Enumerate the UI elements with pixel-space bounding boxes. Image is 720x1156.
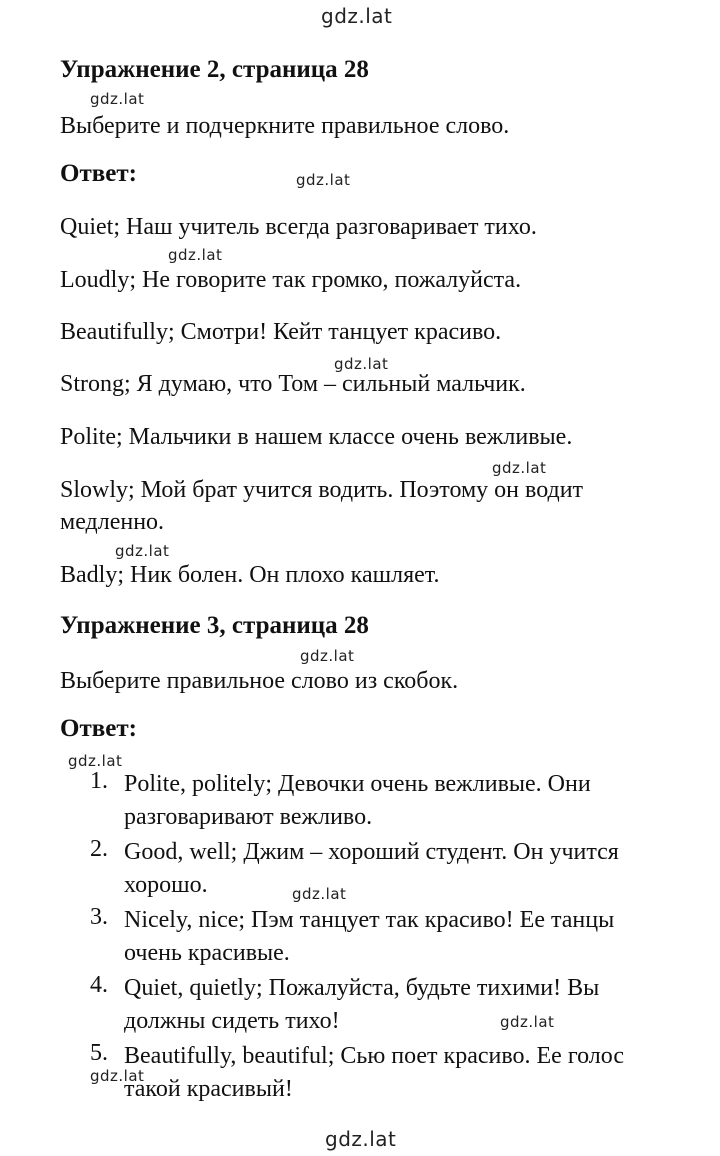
watermark: gdz.lat — [68, 752, 123, 770]
list-item — [124, 904, 684, 970]
exercise-3-task: Выберите правильное слово из скобок. — [60, 668, 459, 694]
watermark-bottom: gdz.lat — [325, 1127, 397, 1151]
list-item-line: хорошо. — [124, 872, 208, 898]
list-item-number: 3. — [90, 904, 108, 930]
list-item — [124, 836, 684, 902]
list-item-line: такой красивый! — [124, 1076, 293, 1102]
list-item-line: разговаривают вежливо. — [124, 804, 373, 830]
list-item-line: Good, well; Джим – хороший студент. Он учится — [124, 839, 619, 865]
list-item-line: очень красивые. — [124, 940, 290, 966]
list-item — [124, 768, 684, 834]
watermark: gdz.lat — [90, 1067, 145, 1085]
watermark: gdz.lat — [292, 885, 347, 903]
watermark: gdz.lat — [168, 246, 223, 264]
list-item-number: 4. — [90, 972, 108, 998]
list-item-line: Quiet, quietly; Пожалуйста, будьте тихими! Вы — [124, 975, 600, 1001]
watermark: gdz.lat — [492, 459, 547, 477]
exercise-2-title: Упражнение 2, страница 28 — [60, 56, 369, 83]
answer-line: медленно. — [60, 509, 165, 535]
list-item — [124, 1040, 684, 1106]
list-item-line: Beautifully, beautiful; Сью поет красиво. Ее голос — [124, 1043, 624, 1069]
watermark-top: gdz.lat — [321, 4, 393, 28]
watermark: gdz.lat — [296, 171, 351, 189]
list-item-line: Nicely, nice; Пэм танцует так красиво! Ее танцы — [124, 907, 615, 933]
answer-line: Badly; Ник болен. Он плохо кашляет. — [60, 562, 440, 588]
list-item-line: должны сидеть тихо! — [124, 1008, 340, 1034]
answer-line: Polite; Мальчики в нашем классе очень вежливые. — [60, 424, 573, 450]
watermark: gdz.lat — [500, 1013, 555, 1031]
exercise-3-answer-label: Ответ: — [60, 715, 137, 742]
exercise-2-answer-label: Ответ: — [60, 160, 137, 187]
answer-line: Quiet; Наш учитель всегда разговаривает тихо. — [60, 214, 537, 240]
list-item-line: Polite, politely; Девочки очень вежливые. Они — [124, 771, 591, 797]
list-item — [124, 972, 684, 1038]
exercise-2-task: Выберите и подчеркните правильное слово. — [60, 113, 510, 139]
answer-line: Strong; Я думаю, что Том – сильный мальчик. — [60, 371, 526, 397]
answer-line: Slowly; Мой брат учится водить. Поэтому он водит — [60, 477, 584, 503]
watermark: gdz.lat — [90, 90, 145, 108]
list-item-number: 2. — [90, 836, 108, 862]
list-item-number: 5. — [90, 1040, 108, 1066]
answer-line: Loudly; Не говорите так громко, пожалуйста. — [60, 267, 522, 293]
list-item-number: 1. — [90, 768, 108, 794]
answer-line: Beautifully; Смотри! Кейт танцует красиво. — [60, 319, 502, 345]
watermark: gdz.lat — [334, 355, 389, 373]
exercise-3-title: Упражнение 3, страница 28 — [60, 612, 369, 639]
watermark: gdz.lat — [300, 647, 355, 665]
watermark: gdz.lat — [115, 542, 170, 560]
